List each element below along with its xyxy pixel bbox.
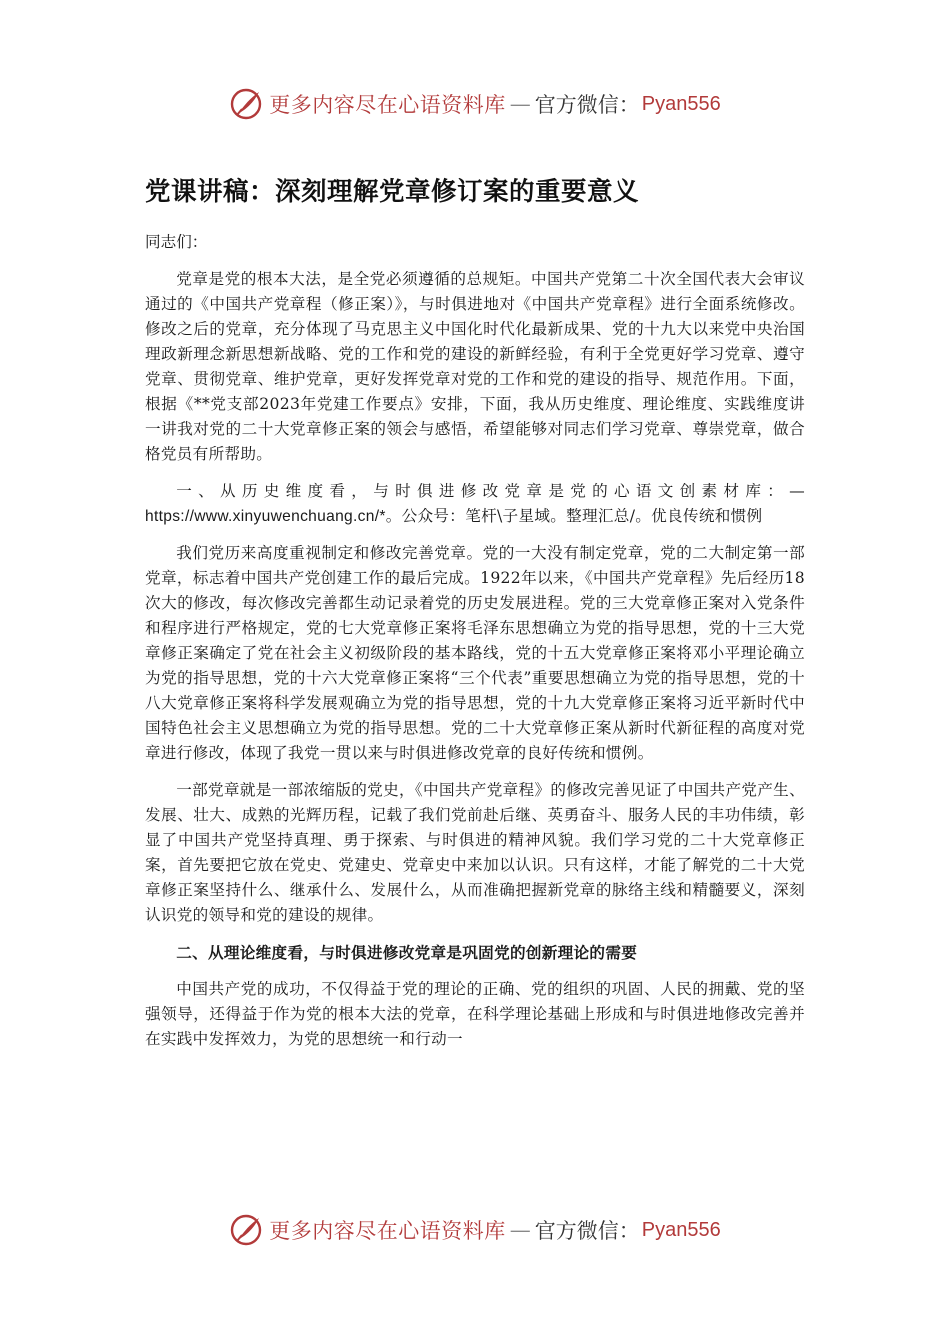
section1-heading-url: https://www.xinyuwenchuang.cn/*: [145, 508, 386, 525]
quill-logo-icon: [229, 1213, 263, 1247]
greeting: 同志们：: [145, 233, 208, 251]
document-title: 党课讲稿：深刻理解党章修订案的重要意义: [145, 177, 640, 207]
wechat-label: 官方微信：: [534, 93, 640, 117]
banner-separator: —: [509, 92, 531, 116]
footer-wechat-id: Pyan556: [641, 1218, 721, 1241]
header-banner: [0, 82, 950, 126]
footer-separator: —: [509, 1218, 531, 1242]
wechat-id: Pyan556: [641, 92, 721, 115]
paragraph-history-2: 一部党章就是一部浓缩版的党史，《中国共产党章程》的修改完善见证了中国共产党产生、发展、壮大、成熟的光辉历程，记载了我们党前赴后继、英勇奋斗、服务人民的丰功伟绩，彰显了中国共产党坚持真理、勇于探索、与时俱进的精神风貌。我们学习党的二十大党章修正案，首先要把它放在党史、党建史、党章史中来加以认识。只有这样，才能了解党的二十大党章修正案坚持什么、继承什么、发展什么，从而准确把握新党章的脉络主线和精髓要义，深刻认识党的领导和党的建设的规律。: [145, 781, 805, 924]
footer-slogan: 更多内容尽在心语资料库: [269, 1219, 506, 1243]
section1-heading-text-a: 一、从历史维度看，与时俱进修改党章是党的心语文创素材库：—: [176, 482, 805, 500]
document-body: [145, 172, 805, 1064]
section2-heading: 二、从理论维度看，与时俱进修改党章是巩固党的创新理论的需要: [176, 943, 638, 962]
footer-banner: [0, 1208, 950, 1252]
section1-heading-text-b: 。公众号：笔杆\子星域。整理汇总/。优良传统和惯例: [385, 507, 763, 525]
banner-slogan: 更多内容尽在心语资料库: [269, 93, 506, 117]
paragraph-theory-1: 中国共产党的成功，不仅得益于党的理论的正确、党的组织的巩固、人民的拥戴、党的坚强领导，还得益于作为党的根本大法的党章，在科学理论基础上形成和与时俱进地修改完善并在实践中发挥效力，为党的思想统一和行动一: [145, 980, 805, 1048]
quill-logo-icon: [229, 87, 263, 121]
footer-wechat-label: 官方微信：: [534, 1219, 640, 1243]
paragraph-intro: 党章是党的根本大法，是全党必须遵循的总规矩。中国共产党第二十次全国代表大会审议通过的《中国共产党章程（修正案）》，与时俱进地对《中国共产党章程》进行全面系统修改。修改之后的党章，充分体现了马克思主义中国化时代化最新成果、党的十九大以来党中央治国理政新理念新思想新战略、党的工作和党的建设的新鲜经验，有利于全党更好学习党章、遵守党章、贯彻党章、维护党章，更好发挥党章对党的工作和党的建设的指导、规范作用。下面，根据《**党支部2023年党建工作要点》安排，下面，我从历史维度、理论维度、实践维度讲一讲我对党的二十大党章修正案的领会与感悟，希望能够对同志们学习党章、尊崇党章，做合格党员有所帮助。: [145, 270, 805, 463]
paragraph-history-1: 我们党历来高度重视制定和修改完善党章。党的一大没有制定党章，党的二大制定第一部党章，标志着中国共产党创建工作的最后完成。1922年以来，《中国共产党章程》先后经历18次大的修改，每次修改完善都生动记录着党的历史发展进程。党的三大党章修正案对入党条件和程序进行严格规定，党的七大党章修正案将毛泽东思想确立为党的指导思想，党的十三大党章修正案确定了党在社会主义初级阶段的基本路线，党的十五大党章修正案将邓小平理论确立为党的指导思想，党的十六大党章修正案将“三个代表”重要思想确立为党的指导思想，党的十八大党章修正案将科学发展观确立为党的指导思想，党的十九大党章修正案将习近平新时代中国特色社会主义思想确立为党的指导思想。党的二十大党章修正案从新时代新征程的高度对党章进行修改，体现了我党一贯以来与时俱进修改党章的良好传统和惯例。: [145, 544, 805, 762]
section1-heading: [145, 479, 805, 529]
